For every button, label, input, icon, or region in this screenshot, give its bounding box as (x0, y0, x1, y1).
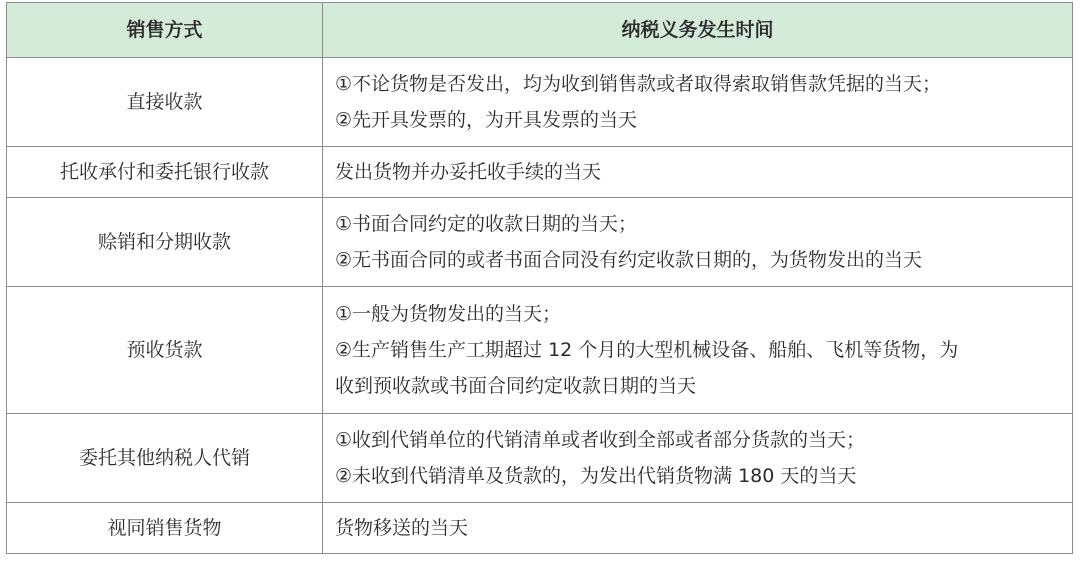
table-header-row (7, 3, 1073, 58)
obligation-time-line: ①一般为货物发出的当天； (335, 303, 562, 325)
obligation-time-cell (323, 58, 1073, 147)
sales-method-cell: 托收承付和委托银行收款 (7, 147, 323, 198)
obligation-time-line: ②生产销售生产工期超过 12 个月的大型机械设备、船舶、飞机等货物，为 (335, 339, 959, 361)
obligation-time-cell (323, 198, 1073, 287)
sales-method-cell: 视同销售货物 (7, 503, 323, 554)
obligation-time-line: 货物移送的当天 (335, 517, 469, 539)
obligation-time-line: 收到预收款或书面合同约定收款日期的当天 (335, 375, 697, 397)
obligation-time-cell (323, 503, 1073, 554)
tax-obligation-table (6, 2, 1073, 554)
header-tax-obligation-time: 纳税义务发生时间 (323, 3, 1073, 58)
obligation-time-line: ①收到代销单位的代销清单或者收到全部或者部分货款的当天； (335, 429, 866, 451)
obligation-time-cell (323, 287, 1073, 414)
obligation-time-line: ②无书面合同的或者书面合同没有约定收款日期的，为货物发出的当天 (335, 249, 923, 271)
obligation-time-cell (323, 147, 1073, 198)
table-row (7, 287, 1073, 414)
table-row (7, 58, 1073, 147)
obligation-time-line: ②未收到代销清单及货款的，为发出代销货物满 180 天的当天 (335, 465, 857, 487)
table-row (7, 503, 1073, 554)
sales-method-cell: 预收货款 (7, 287, 323, 414)
obligation-time-line: ①书面合同约定的收款日期的当天； (335, 213, 638, 235)
obligation-time-cell (323, 414, 1073, 503)
obligation-time-line: ①不论货物是否发出，均为收到销售款或者取得索取销售款凭据的当天； (335, 73, 942, 95)
table-row (7, 147, 1073, 198)
obligation-time-line: ②先开具发票的，为开具发票的当天 (335, 109, 638, 131)
header-sales-method: 销售方式 (7, 3, 323, 58)
sales-method-cell: 赊销和分期收款 (7, 198, 323, 287)
sales-method-cell: 直接收款 (7, 58, 323, 147)
tax-obligation-table-container (6, 2, 1072, 554)
obligation-time-line: 发出货物并办妥托收手续的当天 (335, 161, 602, 183)
sales-method-cell: 委托其他纳税人代销 (7, 414, 323, 503)
table-row (7, 414, 1073, 503)
table-row (7, 198, 1073, 287)
